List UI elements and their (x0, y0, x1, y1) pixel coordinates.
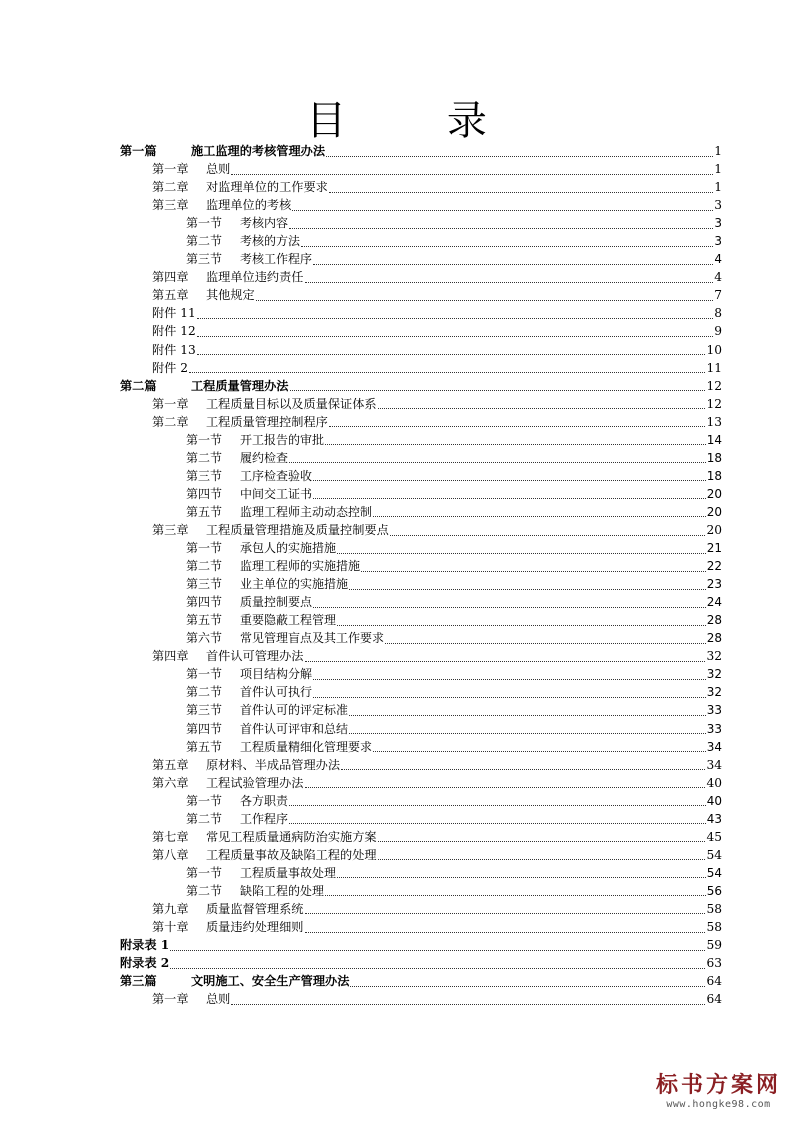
toc-dot-leader (313, 488, 706, 499)
toc-entry-label: 履约检查 (240, 450, 289, 465)
toc-entry-label: 附件 12 (152, 324, 196, 339)
toc-dot-leader (350, 976, 705, 987)
toc-entry-page-number: 9 (714, 324, 722, 339)
toc-entry-label: 工程质量管理控制程序 (206, 414, 328, 429)
toc-entry[interactable] (120, 683, 722, 701)
toc-entry-page-number: 12 (706, 396, 722, 411)
toc-dot-leader (305, 922, 706, 933)
toc-dot-leader (197, 326, 713, 337)
toc-entry[interactable] (120, 954, 722, 972)
toc-entry-page-number: 4 (714, 252, 722, 267)
toc-entry[interactable] (120, 160, 722, 178)
toc-entry-number: 第二节 (186, 883, 223, 898)
toc-entry-label: 附录表 2 (120, 956, 170, 971)
toc-entry-page-number: 21 (706, 541, 722, 556)
toc-entry-number: 第三节 (186, 703, 223, 718)
toc-dot-leader (231, 164, 713, 175)
table-of-contents (120, 142, 722, 1008)
toc-entry[interactable] (120, 990, 722, 1008)
toc-entry-number: 第五节 (186, 504, 223, 519)
toc-entry[interactable] (120, 232, 722, 250)
toc-entry-number: 第六章 (152, 775, 189, 790)
toc-entry-number: 第一章 (152, 396, 189, 411)
toc-entry[interactable] (120, 322, 722, 340)
toc-entry-label: 项目结构分解 (240, 667, 313, 682)
toc-dot-leader (337, 867, 706, 878)
toc-entry-page-number: 20 (706, 486, 722, 501)
toc-entry-page-number: 59 (706, 938, 722, 953)
toc-entry-label: 总则 (206, 162, 231, 177)
toc-entry-label: 对监理单位的工作要求 (206, 180, 328, 195)
toc-entry[interactable] (120, 377, 722, 395)
toc-entry-number: 第一章 (152, 162, 189, 177)
toc-entry-page-number: 3 (714, 198, 722, 213)
toc-entry-label: 附件 13 (152, 342, 196, 357)
toc-entry-label: 中间交工证书 (240, 486, 313, 501)
toc-entry-number: 第三章 (152, 198, 189, 213)
toc-dot-leader (290, 380, 706, 391)
toc-entry[interactable] (120, 792, 722, 810)
toc-entry-page-number: 13 (706, 414, 722, 429)
toc-entry-number: 第二节 (186, 559, 223, 574)
toc-entry-page-number: 34 (706, 739, 722, 754)
toc-dot-leader (361, 561, 706, 572)
toc-entry[interactable] (120, 774, 722, 792)
toc-entry[interactable] (120, 918, 722, 936)
toc-dot-leader (197, 344, 706, 355)
toc-entry[interactable] (120, 286, 722, 304)
toc-entry-page-number: 11 (706, 360, 722, 375)
toc-entry-number: 第一节 (186, 216, 223, 231)
toc-entry-number: 第五章 (152, 288, 189, 303)
toc-entry-label: 文明施工、安全生产管理办法 (191, 974, 350, 989)
toc-dot-leader (305, 272, 714, 283)
toc-entry[interactable] (120, 882, 722, 900)
toc-entry[interactable] (120, 810, 722, 828)
toc-entry-page-number: 64 (706, 974, 722, 989)
toc-entry-page-number: 40 (706, 793, 722, 808)
toc-dot-leader (313, 254, 713, 265)
toc-entry-label: 其他规定 (206, 288, 255, 303)
toc-entry-page-number: 54 (706, 847, 722, 862)
toc-entry-page-number: 33 (706, 703, 722, 718)
toc-dot-leader (373, 741, 706, 752)
toc-entry-number: 第五节 (186, 739, 223, 754)
toc-dot-leader (289, 452, 706, 463)
toc-entry-label: 附件 2 (152, 360, 189, 375)
toc-entry[interactable] (120, 214, 722, 232)
toc-dot-leader (256, 290, 713, 301)
toc-entry[interactable] (120, 268, 722, 286)
toc-entry-number: 第二篇 (120, 378, 157, 393)
watermark-url: www.hongke98.com (666, 1099, 771, 1110)
toc-entry-number: 第三节 (186, 252, 223, 267)
toc-entry-label: 工程质量精细化管理要求 (240, 739, 373, 754)
toc-entry-page-number: 28 (706, 613, 722, 628)
toc-dot-leader (337, 543, 706, 554)
toc-entry-label: 首件认可评审和总结 (240, 721, 349, 736)
toc-entry-number: 第一节 (186, 667, 223, 682)
toc-entry-page-number: 64 (706, 992, 722, 1007)
toc-dot-leader (231, 994, 705, 1005)
toc-entry-page-number: 4 (714, 270, 722, 285)
toc-dot-leader (378, 398, 706, 409)
toc-entry-label: 原材料、半成品管理办法 (206, 757, 341, 772)
toc-entry[interactable] (120, 701, 722, 719)
toc-entry-page-number: 18 (706, 450, 722, 465)
toc-dot-leader (373, 506, 706, 517)
toc-dot-leader (385, 633, 706, 644)
toc-entry[interactable] (120, 936, 722, 954)
toc-entry-page-number: 32 (706, 649, 722, 664)
toc-entry-label: 首件认可管理办法 (206, 649, 304, 664)
toc-entry-number: 第一篇 (120, 144, 157, 158)
toc-entry-page-number: 54 (706, 865, 722, 880)
toc-entry[interactable] (120, 575, 722, 593)
toc-dot-leader (289, 218, 713, 229)
toc-entry-label: 工程质量事故及缺陷工程的处理 (206, 847, 377, 862)
toc-entry[interactable] (120, 846, 722, 864)
toc-entry-label: 首件认可执行 (240, 685, 313, 700)
toc-entry-page-number: 1 (714, 144, 722, 158)
toc-entry[interactable] (120, 395, 722, 413)
toc-dot-leader (325, 434, 706, 445)
toc-dot-leader (305, 903, 706, 914)
toc-entry-label: 质量控制要点 (240, 595, 313, 610)
toc-entry[interactable] (120, 178, 722, 196)
toc-entry-number: 第二章 (152, 180, 189, 195)
toc-entry-page-number: 32 (706, 685, 722, 700)
toc-entry-page-number: 32 (706, 667, 722, 682)
toc-entry-label: 监理单位违约责任 (206, 270, 304, 285)
toc-entry-label: 业主单位的实施措施 (240, 577, 349, 592)
toc-entry-label: 常见管理盲点及其工作要求 (240, 631, 385, 646)
toc-dot-leader (313, 470, 706, 481)
toc-dot-leader (378, 849, 706, 860)
toc-entry-label: 附录表 1 (120, 938, 170, 953)
toc-dot-leader (378, 831, 706, 842)
toc-entry[interactable] (120, 449, 722, 467)
toc-entry-page-number: 20 (706, 522, 722, 537)
toc-entry-page-number: 23 (706, 577, 722, 592)
toc-dot-leader (390, 525, 706, 536)
toc-dot-leader (337, 615, 706, 626)
toc-entry-label: 工程试验管理办法 (206, 775, 304, 790)
toc-entry-number: 第四节 (186, 486, 223, 501)
toc-entry-number: 第二节 (186, 811, 223, 826)
toc-entry-page-number: 63 (706, 956, 722, 971)
toc-dot-leader (197, 308, 713, 319)
toc-entry-label: 常见工程质量通病防治实施方案 (206, 829, 377, 844)
toc-dot-leader (289, 795, 706, 806)
toc-entry[interactable] (120, 196, 722, 214)
toc-entry-label: 工程质量管理办法 (191, 378, 289, 393)
toc-dot-leader (329, 182, 713, 193)
toc-entry-number: 第四节 (186, 721, 223, 736)
toc-entry-label: 监理工程师的实施措施 (240, 559, 361, 574)
toc-entry[interactable] (120, 521, 722, 539)
toc-entry-page-number: 45 (706, 829, 722, 844)
toc-dot-leader (170, 940, 705, 951)
toc-entry-label: 考核工作程序 (240, 252, 313, 267)
toc-entry[interactable] (120, 828, 722, 846)
toc-dot-leader (313, 597, 706, 608)
toc-entry-label: 缺陷工程的处理 (240, 883, 325, 898)
toc-entry[interactable] (120, 972, 722, 990)
toc-entry[interactable] (120, 467, 722, 485)
toc-entry-number: 第三节 (186, 577, 223, 592)
toc-dot-leader (326, 146, 713, 157)
toc-entry[interactable] (120, 485, 722, 503)
toc-dot-leader (329, 416, 706, 427)
toc-entry[interactable] (120, 864, 722, 882)
toc-entry-label: 工序检查验收 (240, 468, 313, 483)
toc-entry-number: 第二节 (186, 450, 223, 465)
toc-entry-page-number: 14 (706, 432, 722, 447)
toc-entry-number: 第一节 (186, 541, 223, 556)
toc-entry-number: 第九章 (152, 901, 189, 916)
toc-entry[interactable] (120, 341, 722, 359)
toc-entry[interactable] (120, 720, 722, 738)
toc-entry-number: 第一节 (186, 793, 223, 808)
toc-dot-leader (305, 651, 706, 662)
toc-entry-page-number: 7 (714, 288, 722, 303)
toc-entry-number: 第五节 (186, 613, 223, 628)
toc-entry[interactable] (120, 503, 722, 521)
toc-entry-label: 附件 11 (152, 306, 196, 321)
toc-entry[interactable] (120, 431, 722, 449)
toc-entry-page-number: 58 (706, 901, 722, 916)
toc-entry-label: 工程质量事故处理 (240, 865, 337, 880)
toc-dot-leader (189, 362, 705, 373)
toc-entry-page-number: 18 (706, 468, 722, 483)
toc-dot-leader (313, 687, 706, 698)
toc-dot-leader (313, 669, 706, 680)
toc-entry-number: 第四章 (152, 270, 189, 285)
toc-entry-number: 第三篇 (120, 974, 157, 989)
toc-entry-page-number: 43 (706, 811, 722, 826)
toc-entry-page-number: 34 (706, 757, 722, 772)
toc-entry-number: 第三章 (152, 522, 189, 537)
toc-entry-label: 质量监督管理系统 (206, 901, 304, 916)
toc-dot-leader (289, 813, 706, 824)
toc-entry[interactable] (120, 250, 722, 268)
toc-entry-page-number: 1 (714, 180, 722, 195)
toc-entry-label: 各方职责 (240, 793, 289, 808)
toc-entry-label: 承包人的实施措施 (240, 541, 337, 556)
toc-entry-label: 工程质量目标以及质量保证体系 (206, 396, 377, 411)
toc-entry-number: 第二章 (152, 414, 189, 429)
toc-entry-page-number: 20 (706, 504, 722, 519)
toc-entry-page-number: 12 (706, 378, 722, 393)
toc-entry-number: 第一节 (186, 865, 223, 880)
toc-entry[interactable] (120, 629, 722, 647)
watermark (656, 1073, 781, 1110)
toc-dot-leader (349, 579, 706, 590)
toc-entry-label: 考核内容 (240, 216, 289, 231)
toc-entry-number: 第六节 (186, 631, 223, 646)
toc-entry[interactable] (120, 593, 722, 611)
toc-entry-label: 总则 (206, 992, 231, 1007)
toc-entry[interactable] (120, 557, 722, 575)
toc-entry[interactable] (120, 304, 722, 322)
toc-entry[interactable] (120, 647, 722, 665)
toc-entry-number: 第四节 (186, 595, 223, 610)
toc-entry[interactable] (120, 665, 722, 683)
toc-entry-page-number: 3 (714, 216, 722, 231)
toc-entry-number: 第一章 (152, 992, 189, 1007)
toc-entry[interactable] (120, 359, 722, 377)
toc-entry-number: 第四章 (152, 649, 189, 664)
toc-entry-page-number: 28 (706, 631, 722, 646)
toc-entry-label: 工程质量管理措施及质量控制要点 (206, 522, 389, 537)
toc-entry-number: 第七章 (152, 829, 189, 844)
toc-entry-number: 第一节 (186, 432, 223, 447)
toc-entry-page-number: 40 (706, 775, 722, 790)
toc-entry-label: 施工监理的考核管理办法 (191, 144, 326, 158)
toc-entry-page-number: 22 (706, 559, 722, 574)
toc-entry-page-number: 3 (714, 234, 722, 249)
toc-entry-label: 考核的方法 (240, 234, 301, 249)
toc-entry-label: 首件认可的评定标准 (240, 703, 349, 718)
toc-dot-leader (349, 723, 706, 734)
toc-entry-number: 第八章 (152, 847, 189, 862)
toc-entry-label: 监理工程师主动动态控制 (240, 504, 373, 519)
toc-dot-leader (341, 759, 705, 770)
toc-entry-label: 监理单位的考核 (206, 198, 292, 213)
toc-entry[interactable] (120, 611, 722, 629)
toc-entry[interactable] (120, 413, 722, 431)
toc-entry[interactable] (120, 539, 722, 557)
toc-entry-page-number: 8 (714, 306, 722, 321)
document-title: 目 录 (306, 98, 531, 144)
toc-entry[interactable] (120, 142, 722, 160)
toc-entry-label: 工作程序 (240, 811, 289, 826)
toc-entry-number: 第二节 (186, 685, 223, 700)
toc-entry-page-number: 33 (706, 721, 722, 736)
toc-dot-leader (292, 200, 713, 211)
toc-entry-page-number: 56 (706, 883, 722, 898)
toc-dot-leader (325, 885, 706, 896)
toc-entry-page-number: 10 (706, 342, 722, 357)
toc-entry-number: 第十章 (152, 920, 189, 935)
toc-entry-number: 第三节 (186, 468, 223, 483)
toc-entry-page-number: 1 (714, 162, 722, 177)
watermark-logo-text: 标书方案网 (655, 1073, 781, 1098)
toc-entry[interactable] (120, 756, 722, 774)
toc-entry-number: 第二节 (186, 234, 223, 249)
toc-dot-leader (305, 777, 706, 788)
toc-entry-label: 重要隐蔽工程管理 (240, 613, 337, 628)
toc-entry-page-number: 58 (706, 920, 722, 935)
toc-entry-label: 质量违约处理细则 (206, 920, 304, 935)
toc-entry[interactable] (120, 738, 722, 756)
toc-entry-page-number: 24 (706, 595, 722, 610)
toc-dot-leader (301, 236, 713, 247)
toc-entry-label: 开工报告的审批 (240, 432, 325, 447)
toc-dot-leader (170, 958, 705, 969)
toc-dot-leader (349, 705, 706, 716)
toc-entry[interactable] (120, 900, 722, 918)
toc-entry-number: 第五章 (152, 757, 189, 772)
